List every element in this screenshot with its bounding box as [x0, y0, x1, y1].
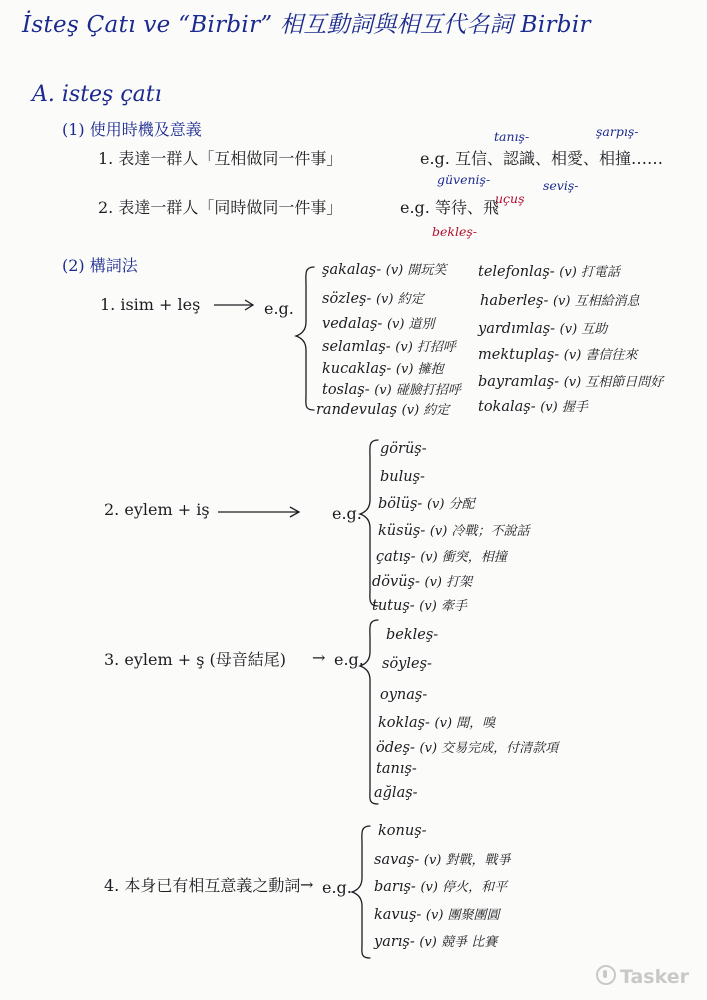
part1-item2-example: e.g. 等待、飛: [400, 198, 499, 217]
list-item: sözleş- (v) 約定: [322, 291, 424, 307]
list-item: yarış- (v) 競爭 比賽: [374, 934, 498, 950]
group2-label: 2. eylem + iş: [104, 500, 210, 519]
note-guvenis: güveniş-: [437, 172, 491, 187]
list-item: mektuplaş- (v) 書信往來: [478, 347, 638, 363]
list-item: koklaş- (v) 聞，嗅: [378, 715, 496, 731]
tasker-logo-text: Tasker: [619, 966, 689, 988]
list-item: görüş-: [380, 441, 427, 457]
tasker-logo-icon: [596, 965, 616, 985]
list-item: tanış-: [376, 761, 417, 777]
group2-eg: e.g.: [332, 504, 362, 523]
note-bekles: bekleş-: [432, 224, 478, 239]
section-a-heading: A. isteş çatı: [32, 82, 162, 107]
list-item: oynaş-: [380, 687, 428, 703]
group1-eg: e.g.: [264, 299, 294, 318]
list-item: tokalaş- (v) 握手: [478, 399, 588, 415]
list-item: telefonlaş- (v) 打電話: [478, 264, 620, 280]
note-sevis: seviş-: [543, 178, 579, 193]
list-item: kavuş- (v) 團聚團圓: [374, 907, 500, 923]
list-item: küsüş- (v) 冷戰；不說話: [378, 523, 530, 539]
list-item: buluş-: [380, 469, 425, 485]
list-item: bayramlaş- (v) 互相節日問好: [478, 374, 664, 390]
list-item: ağlaş-: [374, 785, 418, 801]
group1-label: 1. isim + leş: [100, 295, 201, 314]
part1-heading: (1) 使用時機及意義: [62, 120, 202, 139]
part1-item1-example: e.g. 互信、認識、相愛、相撞……: [420, 149, 663, 168]
list-item: vedalaş- (v) 道別: [322, 316, 435, 332]
list-item: dövüş- (v) 打架: [372, 574, 473, 590]
list-item: söyleş-: [382, 656, 432, 672]
note-ucus: uçuş: [495, 191, 525, 206]
list-item: randevulaş (v) 約定: [316, 402, 450, 418]
note-sarpis: şarpış-: [596, 124, 639, 139]
list-item: bölüş- (v) 分配: [378, 496, 475, 512]
part1-item2-text: 2. 表達一群人「同時做同一件事」: [98, 198, 343, 217]
page-title: İsteş Çatı ve “Birbir” 相互動詞與相互代名詞 Birbir: [22, 12, 591, 38]
group4-eg: e.g.: [322, 878, 352, 897]
group3-eg: e.g.: [334, 650, 364, 669]
list-item: savaş- (v) 對戰，戰爭: [374, 852, 511, 868]
group3-arrow: →: [312, 648, 326, 667]
list-item: kucaklaş- (v) 擁抱: [322, 361, 444, 377]
list-item: selamlaş- (v) 打招呼: [322, 339, 456, 355]
part1-item1-text: 1. 表達一群人「互相做同一件事」: [98, 149, 343, 168]
group4-label: 4. 本身已有相互意義之動詞: [104, 876, 301, 895]
note-tanis: tanış-: [494, 129, 530, 144]
list-item: barış- (v) 停火，和平: [374, 879, 508, 895]
list-item: çatış- (v) 衝突，相撞: [376, 549, 507, 565]
list-item: şakalaş- (v) 開玩笑: [322, 262, 447, 278]
list-item: toslaş- (v) 碰臉打招呼: [322, 382, 461, 398]
list-item: bekleş-: [386, 627, 439, 643]
list-item: konuş-: [378, 823, 427, 839]
group3-label: 3. eylem + ş (母音結尾): [104, 650, 286, 669]
list-item: ödeş- (v) 交易完成，付清款項: [376, 740, 559, 756]
part2-heading: (2) 構詞法: [62, 256, 138, 275]
list-item: yardımlaş- (v) 互助: [478, 321, 608, 337]
list-item: tutuş- (v) 牽手: [372, 598, 467, 614]
tasker-logo: [596, 965, 689, 988]
list-item: haberleş- (v) 互相給消息: [480, 293, 640, 309]
group4-arrow: →: [300, 875, 314, 894]
